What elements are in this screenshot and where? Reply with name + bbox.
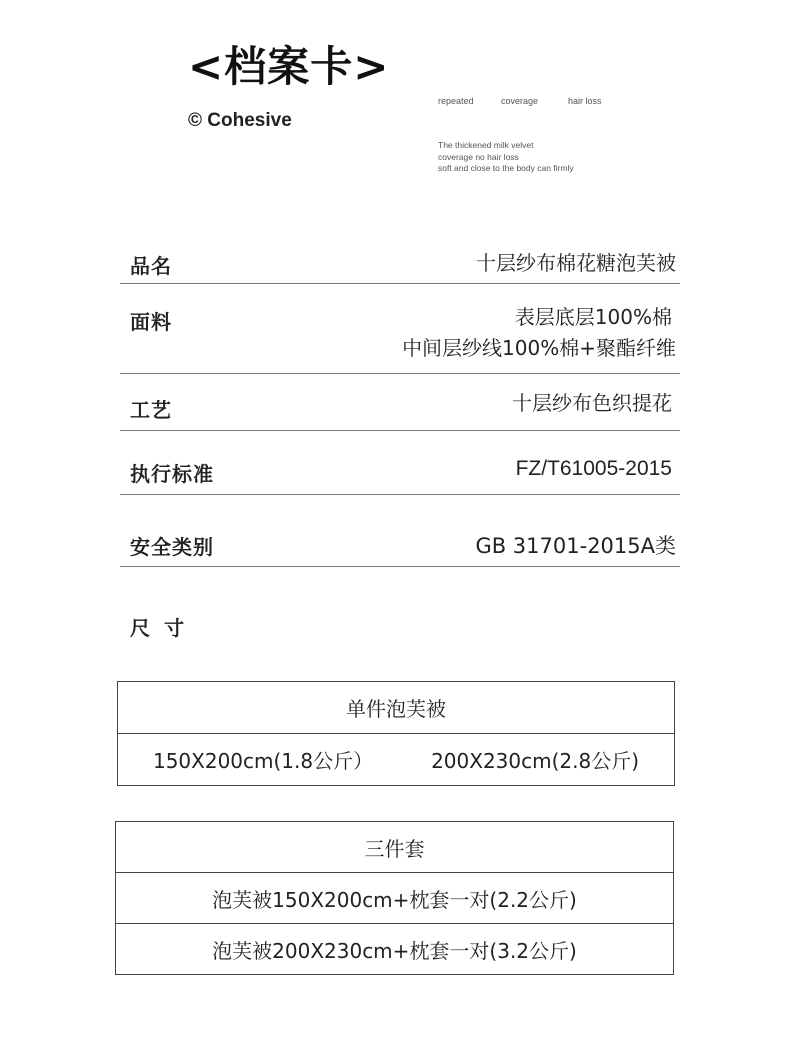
spec-value-standard: FZ/T61005-2015 <box>515 457 672 480</box>
single-size-table <box>117 681 675 786</box>
description-line-1: The thickened milk velvet <box>438 140 534 150</box>
spec-label-fabric: 面料 <box>130 310 172 334</box>
set-option-1: 泡芙被150X200cm+枕套一对(2.2公斤) <box>116 873 674 924</box>
spec-row-fabric <box>120 300 680 374</box>
size-label: 尺寸 <box>130 616 198 640</box>
spec-value-name: 十层纱布棉花糖泡芙被 <box>476 251 676 275</box>
feature-description <box>438 140 574 175</box>
spec-row-name <box>120 244 680 284</box>
single-size-option-1: 150X200cm(1.8公斤） <box>152 749 374 773</box>
tag-repeated: repeated <box>438 96 474 106</box>
three-piece-set-table <box>115 821 674 975</box>
spec-label-safety: 安全类别 <box>130 535 214 559</box>
set-title: 三件套 <box>116 822 674 873</box>
spec-value-craft: 十层纱布色织提花 <box>512 391 672 415</box>
spec-label-standard: 执行标准 <box>130 462 214 486</box>
single-size-options <box>118 734 675 786</box>
single-size-title: 单件泡芙被 <box>118 682 675 734</box>
spec-label-name: 品名 <box>130 254 172 278</box>
tag-coverage: coverage <box>501 96 539 106</box>
set-option-2: 泡芙被200X230cm+枕套一对(3.2公斤) <box>116 924 674 975</box>
description-line-3: soft and close to the body can firmly <box>438 163 574 173</box>
description-line-2: coverage no hair loss <box>438 151 519 162</box>
page-title: <档案卡> <box>188 42 390 91</box>
brand-logo-text: © Cohesive <box>188 110 292 131</box>
spec-label-craft: 工艺 <box>130 398 172 422</box>
spec-value-safety: GB 31701-2015A类 <box>475 534 676 558</box>
single-size-option-2: 200X230cm(2.8公斤) <box>431 749 640 773</box>
spec-value-fabric-2: 中间层纱线100%棉+聚酯纤维 <box>402 336 676 360</box>
tag-hair-loss: hair loss <box>568 96 602 106</box>
spec-value-fabric-1: 表层底层100%棉 <box>514 305 672 329</box>
spec-row-safety <box>120 527 680 567</box>
spec-row-craft <box>120 386 680 431</box>
spec-row-standard <box>120 450 680 495</box>
